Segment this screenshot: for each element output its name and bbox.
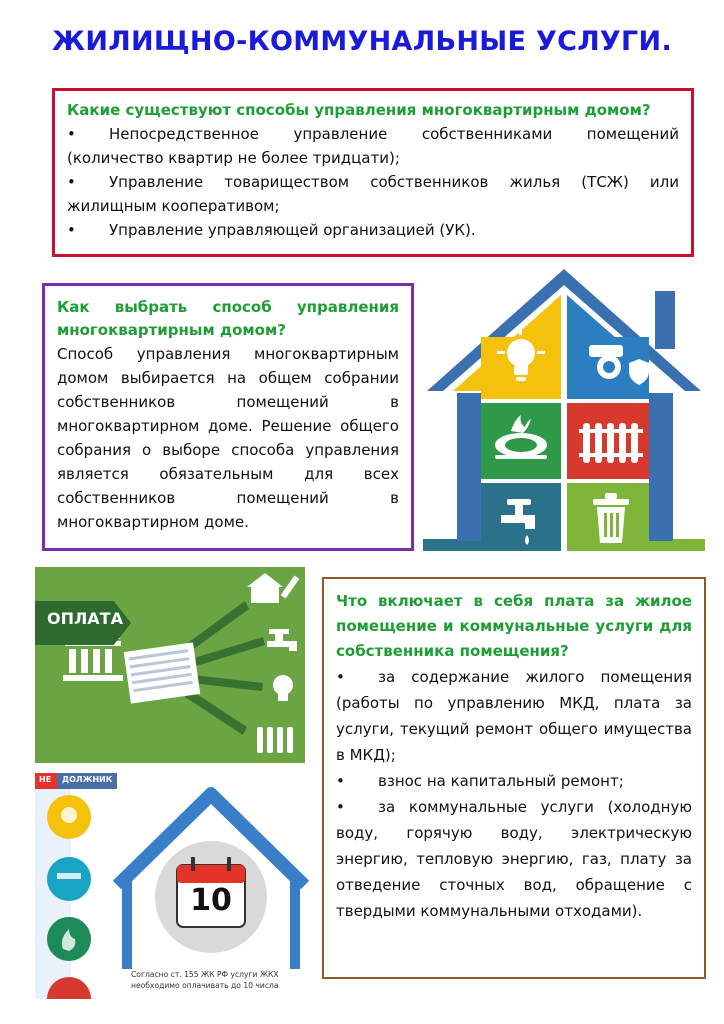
radiator-icon: [579, 423, 643, 463]
water-tap-icon: [47, 857, 91, 901]
fire-icon: [47, 917, 91, 961]
page-title: ЖИЛИЩНО-КОММУНАЛЬНЫЕ УСЛУГИ.: [51, 26, 673, 57]
list-item: • за коммунальные услуги (холодную воду, горячую воду, электрическую энергию, тепловую энергию, газ, плату за отведение сточных вод, обращение с твердыми коммунальными отходами).: [336, 798, 692, 920]
badge-ne: НЕ: [39, 775, 52, 784]
management-methods-list: [67, 122, 679, 242]
choose-method-question: Как выбрать способ управления многоквартирным домом?: [57, 298, 399, 339]
bank-label: БАНК: [72, 631, 98, 640]
choose-method-text: Способ управления многоквартирным домом выбирается на общем собрании собственников помещений в многоквартирном доме. Решение общего собрания о выборе способа управления является обязательным для всех собственников помещений в многоквартирном доме.: [57, 345, 399, 531]
management-methods-question: Какие существуют способы управления многоквартирным домом?: [67, 101, 651, 119]
list-item: • Управление товариществом собственников жилья (ТСЖ) или жилищным кооперативом;: [67, 173, 679, 215]
badge-debtor: ДОЛЖНИК: [62, 775, 113, 784]
payment-composition-list: [336, 664, 692, 924]
list-item: • Непосредственное управление собственниками помещений (количество квартир не более тридцати);: [67, 125, 679, 167]
calendar-day: 10: [190, 883, 232, 918]
lightbulb-icon: [47, 795, 91, 839]
list-item: • взнос на капитальный ремонт;: [336, 772, 624, 790]
list-item: • за содержание жилого помещения (работы по управлению МКД, плата за услуги, текущий ремонт общего имущества в МКД);: [336, 668, 692, 764]
payment-composition-box: [322, 577, 706, 979]
payment-illustration: [35, 567, 305, 763]
receipt-icon: [124, 642, 201, 703]
choose-method-box: [42, 283, 414, 551]
payment-label: ОПЛАТА: [47, 609, 123, 628]
management-methods-box: [52, 88, 694, 257]
payment-composition-question: Что включает в себя плата за жилое помещение и коммунальные услуги для собственника помещения?: [336, 592, 692, 660]
not-debtor-illustration: [35, 769, 318, 999]
list-item: • Управление управляющей организацией (УК).: [67, 221, 476, 239]
utilities-house-illustration: [423, 263, 705, 553]
deadline-caption: Согласно ст. 155 ЖК РФ услуги ЖКХ необходимо оплачивать до 10 числа: [131, 970, 279, 990]
